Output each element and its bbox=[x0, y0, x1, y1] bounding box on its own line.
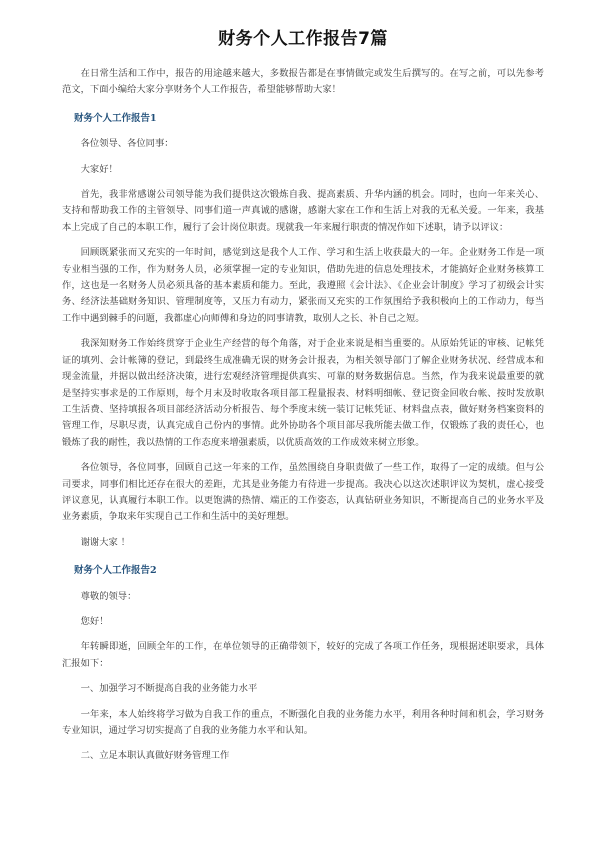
report1-greeting: 大家好！ bbox=[80, 163, 118, 175]
report1-paragraph-3: 我深知财务工作始终贯穿于企业生产经营的每个角落，对于企业来说是相当重要的。从原始凭证的审核、记帐凭证的填列、会计帐簿的登记，到最终生成准确无误的财务会计报表，为相关领导部门了解企业财务状况、经营成本和现金流量，并据以做出经济决策，进行宏观经济管理提供真实、可靠的财务数据信息。当然，作为我来说最重要的就是坚持实事求是的工作原则，每个月末及时收取各项目部工程量报表、材料明细帐、登记资金回收台帐、按时发放职工生活费、坚持填报各项目部经济活动分析报告、每个季度末统一装订记帐凭证、材料盘点表，做好财务档案资料的管理工作，尽职尽责，认真完成自己份内的事情。此外协助各个项目部尽我所能去做工作，仅锻炼了我的责任心，也锻炼了我的耐性，我以热情的工作态度来增强素质，以优质高效的工作成效来树立形象。 bbox=[62, 338, 544, 448]
document-title: 财务个人工作报告7篇 bbox=[218, 29, 388, 49]
report1-closing: 谢谢大家 ！ bbox=[80, 536, 131, 548]
report2-heading: 财务个人工作报告2 bbox=[74, 565, 157, 577]
report1-paragraph-2: 回顾既紧张而又充实的一年时间，感觉到这是我个人工作、学习和生活上收获最大的一年。企业财务工作是一项专业相当强的工作，作为财务人员，必须掌握一定的专业知识，借助先进的信息处理技术，才能搞好企业财务核算工作，这也是一名财务人员必须具备的基本素质和能力。至此，我遵照《会计法》、《企业会计制度》学习了初级会计实务、经济法基础财务知识、管理制度等，又压力有动力，紧张而又充实的工作氛围给予我积极向上的工作动力，每当工作中遇到棘手的问题，我都虚心向师傅和身边的同事请教，取别人之长、补自己之短。 bbox=[62, 247, 544, 324]
report2-section-2: 二、立足本职认真做好财务管理工作 bbox=[80, 750, 230, 762]
report2-salutation: 尊敬的领导： bbox=[80, 590, 137, 602]
report2-section-1: 一、加强学习不断提高自我的业务能力水平 bbox=[80, 683, 258, 695]
report1-heading: 财务个人工作报告1 bbox=[74, 112, 157, 124]
intro-paragraph: 在日常生活和工作中，报告的用途越来越大，多数报告都是在事情做完或发生后撰写的。在写之前，可以先参考范文，下面小编给大家分享财务个人工作报告，希望能够帮助大家！ bbox=[62, 68, 544, 96]
report1-salutation: 各位领导、各位同事： bbox=[80, 138, 174, 150]
report1-paragraph-1: 首先，我非常感谢公司领导能为我们提供这次锻炼自我、提高素质、升华内涵的机会。同时，也向一年来关心、支持和帮助我工作的主管领导、同事们道一声真诚的感谢，感谢大家在工作和生活上对我的无私关爱。一年来，我基本上完成了自己的本职工作，履行了会计岗位职责。现就我一年来履行职责的情况作如下述职，请予以评议： bbox=[62, 189, 544, 233]
report2-paragraph-1: 年转瞬即逝，回顾全年的工作，在单位领导的正确带领下，较好的完成了各项工作任务，现根据述职要求，具体汇报如下： bbox=[62, 641, 544, 669]
report2-paragraph-2: 一年来，本人始终将学习做为自我工作的重点，不断强化自我的业务能力水平，利用各种时间和机会，学习财务专业知识，通过学习切实提高了自我的业务能力水平和认知。 bbox=[62, 708, 544, 736]
report2-greeting: 您好！ bbox=[80, 615, 109, 627]
report1-paragraph-4: 各位领导，各位同事，回顾自己这一年来的工作，虽然围绕自身职责做了一些工作，取得了一定的成绩。但与公司要求，同事们相比还存在很大的差距，尤其是业务能力有待进一步提高。我决心以这次述职评议为契机，虚心接受评议意见，认真履行本职工作。以更饱满的热情、端正的工作姿态，认真钻研业务知识，不断提高自己的业务水平及业务素质，争取来年实现自己工作和生活中的美好理想。 bbox=[62, 462, 544, 523]
